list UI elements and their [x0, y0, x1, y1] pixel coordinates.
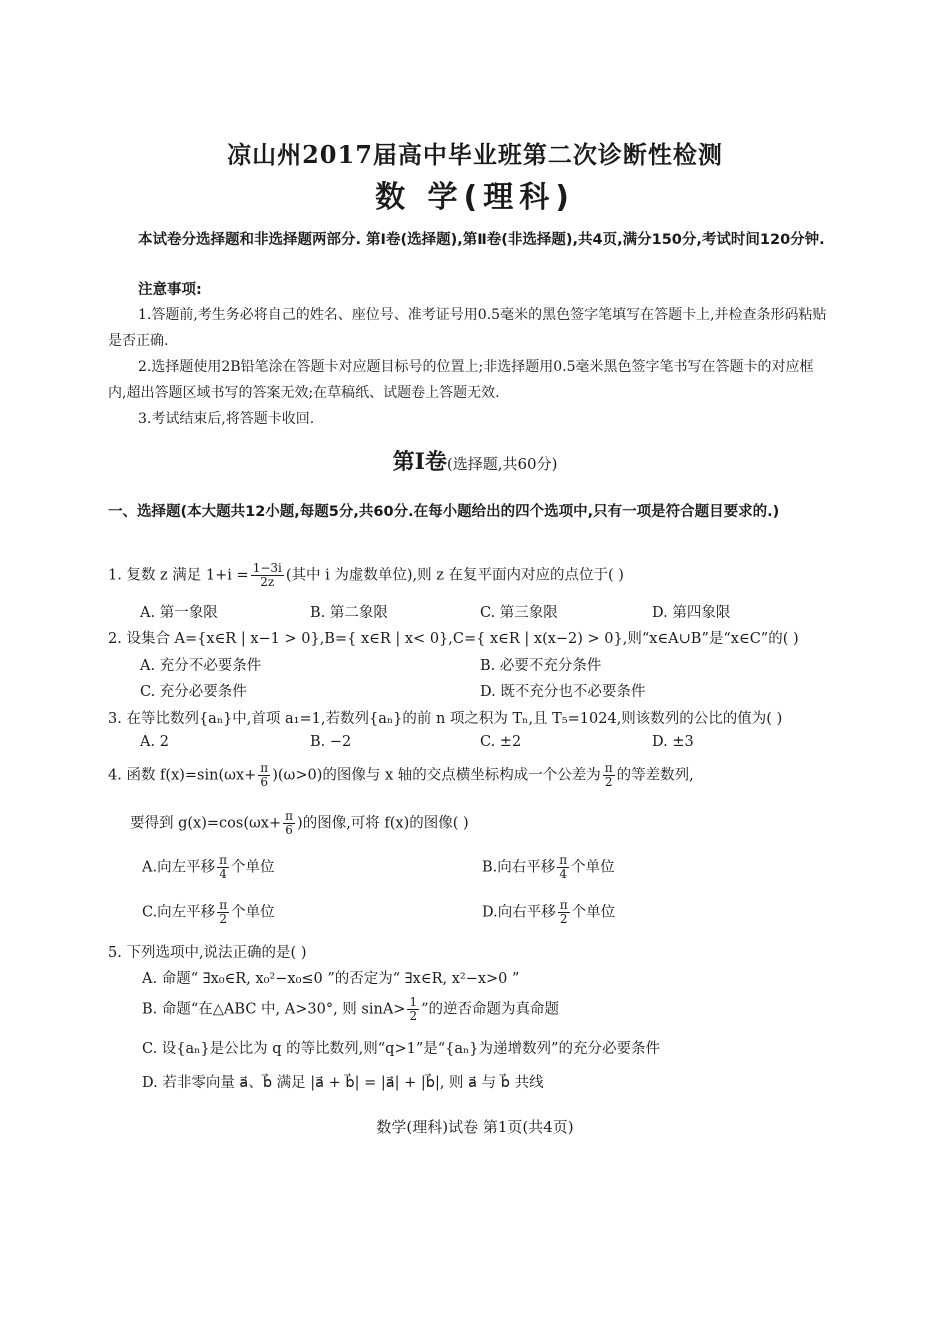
q4-fraction-pi-6-b	[283, 810, 295, 837]
q4-opt-c-num: π	[219, 898, 228, 912]
q4-opt-d-num: π	[559, 898, 568, 912]
q4-opt-a-post: 个单位	[230, 859, 275, 876]
q5-opt-b-frac	[407, 996, 419, 1023]
note-item-1: 1.答题前,考生务必将自己的姓名、座位号、准考证号用0.5毫米的黑色签字笔填写在答题卡上,并检查条形码粘贴是否正确.	[108, 307, 827, 349]
q5-option-c: C. 设{aₙ}是公比为 q 的等比数列,则“q>1”是“{aₙ}为递增数列”的充分必要条件	[142, 1041, 660, 1057]
q4-option-d	[482, 899, 615, 926]
q1-fraction	[251, 562, 284, 589]
question-5-stem: 5. 下列选项中,说法正确的是( )	[108, 945, 307, 961]
q2-option-a: A. 充分不必要条件	[140, 658, 262, 674]
q1-text-b: (其中 i 为虚数单位),则 z 在复平面内对应的点位于( )	[285, 567, 624, 584]
q1-option-d: D. 第四象限	[652, 605, 731, 621]
part-heading: 一、选择题(本大题共12小题,每题5分,共60分.在每小题给出的四个选项中,只有一项是符合题目要求的.)	[108, 504, 780, 520]
q5-opt-b-post: ”的逆否命题为真命题	[421, 1001, 560, 1018]
q4-opt-b-frac	[557, 854, 569, 881]
q5-option-d: D. 若非零向量 a⃗、b⃗ 满足 |a⃗ + b⃗| = |a⃗| + |b⃗|, 则 a⃗ 与 b⃗ 共线	[142, 1075, 544, 1091]
q4-opt-a-den: 4	[219, 867, 227, 881]
q4-frac-den-3: 6	[285, 823, 293, 837]
q3-option-d: D. ±3	[652, 734, 694, 750]
q5-opt-b-num: 1	[409, 995, 418, 1009]
q2-option-d: D. 既不充分也不必要条件	[480, 684, 646, 700]
q5-opt-b-den: 2	[409, 1009, 418, 1023]
question-4-line-1	[108, 762, 828, 789]
question-2-stem: 2. 设集合 A={x∈R | x−1 > 0},B={ x∈R | x< 0},C={ x∈R | x(x−2) > 0},则“x∈A∪B”是“x∈C”的( )	[108, 631, 799, 647]
q4-frac-den-2: 2	[604, 775, 613, 789]
q1-text-a: 1. 复数 z 满足 1+i =	[108, 567, 249, 584]
note-item-3: 3.考试结束后,将答题卡收回.	[138, 411, 315, 427]
q4-opt-c-pre: C.向左平移	[142, 904, 216, 921]
note-item-2: 2.选择题使用2B铅笔涂在答题卡对应题目标号的位置上;非选择题用0.5毫米黑色签字笔书写在答题卡的对应框内,超出答题区域书写的答案无效;在草稿纸、试题卷上答题无效.	[108, 359, 814, 401]
q4-text-e: )的图像,可将 f(x)的图像( )	[297, 815, 469, 832]
section-title-main: 第Ⅰ卷	[392, 449, 447, 475]
q1-option-b: B. 第二象限	[310, 605, 388, 621]
q4-opt-c-frac	[217, 899, 229, 926]
exam-subtitle: 数 学(理科)	[375, 180, 575, 215]
q4-frac-num-2: π	[604, 761, 613, 775]
question-4-line-2	[130, 810, 850, 837]
q1-frac-den: 2z	[260, 575, 275, 589]
q5-option-b	[142, 996, 559, 1023]
q4-opt-b-den: 4	[559, 867, 568, 881]
q4-opt-d-frac	[558, 899, 570, 926]
intro-text: 本试卷分选择题和非选择题两部分. 第Ⅰ卷(选择题),第Ⅱ卷(非选择题),共4页,满分150分,考试时间120分钟.	[138, 232, 825, 248]
q4-option-a	[142, 854, 274, 881]
q1-option-c: C. 第三象限	[480, 605, 558, 621]
q4-opt-a-num: π	[219, 853, 227, 867]
q4-fraction-pi-2	[603, 762, 615, 789]
q4-opt-a-pre: A.向左平移	[142, 859, 216, 876]
q4-opt-d-post: 个单位	[571, 904, 616, 921]
q4-frac-num-3: π	[285, 809, 294, 823]
question-3-stem: 3. 在等比数列{aₙ}中,首项 a₁=1,若数列{aₙ}的前 n 项之积为 Tₙ,且 T₅=1024,则该数列的公比的值为( )	[108, 711, 783, 727]
q3-option-c: C. ±2	[480, 734, 522, 750]
question-1-stem	[108, 562, 828, 589]
exam-title: 凉山州2017届高中毕业班第二次诊断性检测	[227, 140, 723, 169]
section-title-note: (选择题,共60分)	[446, 455, 558, 473]
q4-opt-b-num: π	[559, 853, 568, 867]
q4-text-c: 的等差数列,	[616, 767, 694, 784]
q4-opt-c-den: 2	[219, 912, 227, 926]
q4-frac-den: 6	[260, 775, 269, 789]
q4-opt-b-post: 个单位	[571, 859, 615, 876]
q3-option-b: B. −2	[310, 734, 352, 750]
page-footer: 数学(理科)试卷 第1页(共4页)	[376, 1118, 574, 1136]
notes-heading: 注意事项:	[138, 282, 202, 298]
q4-option-b	[482, 854, 615, 881]
q4-opt-b-pre: B.向右平移	[482, 859, 556, 876]
q3-option-a: A. 2	[140, 734, 169, 750]
q1-option-a: A. 第一象限	[140, 605, 218, 621]
q4-opt-a-frac	[217, 854, 229, 881]
q2-option-c: C. 充分必要条件	[140, 684, 247, 700]
q4-option-c	[142, 899, 275, 926]
q4-text-a: 4. 函数 f(x)=sin(ωx+	[108, 767, 257, 784]
q4-opt-c-post: 个单位	[231, 904, 275, 921]
q1-frac-num: 1−3i	[252, 561, 282, 575]
q4-frac-num: π	[260, 761, 269, 775]
q4-text-b: )(ω>0)的图像与 x 轴的交点横坐标构成一个公差为	[272, 767, 601, 784]
q4-fraction-pi-6	[258, 762, 270, 789]
q5-opt-b-pre: B. 命题“在△ABC 中, A>30°, 则 sinA>	[142, 1001, 406, 1018]
q4-opt-d-pre: D.向右平移	[482, 904, 556, 921]
section-title	[0, 445, 950, 476]
q5-option-a: A. 命题“ ∃x₀∈R, x₀²−x₀≤0 ”的否定为“ ∃x∈R, x²−x>0 ”	[142, 971, 520, 987]
q2-option-b: B. 必要不充分条件	[480, 658, 602, 674]
q4-text-d: 要得到 g(x)=cos(ωx+	[130, 815, 282, 832]
q4-opt-d-den: 2	[559, 912, 568, 926]
